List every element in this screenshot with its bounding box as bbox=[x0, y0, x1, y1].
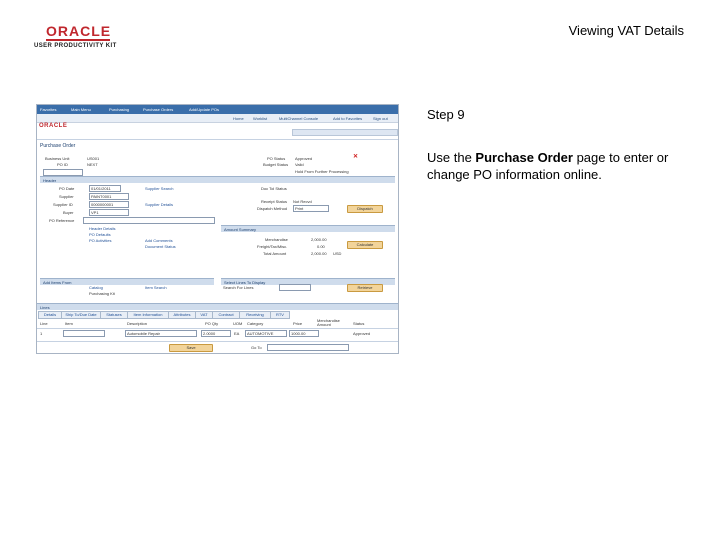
row-item-field[interactable] bbox=[63, 330, 105, 337]
goto-select[interactable] bbox=[267, 344, 349, 351]
doc-tol-status: Doc Tol Status bbox=[261, 186, 287, 191]
total-amount-label: Total Amount bbox=[263, 251, 287, 256]
po-activities-link[interactable]: PO Activities bbox=[89, 238, 112, 243]
component-title: Purchase Order bbox=[40, 143, 76, 149]
row-divider bbox=[37, 328, 398, 329]
row-category: AUTOMOTIVE bbox=[247, 331, 274, 336]
nav-purchase-orders[interactable]: Purchase Orders bbox=[143, 107, 174, 112]
add-items-bar[interactable] bbox=[40, 278, 214, 285]
col-status: Status bbox=[353, 321, 365, 326]
amount-summary-label: Amount Summary bbox=[224, 227, 257, 232]
logo-subtitle: USER PRODUCTIVITY KIT bbox=[34, 43, 117, 49]
item-search-link[interactable]: Item Search bbox=[145, 285, 167, 290]
merchandise-label: Merchandise bbox=[265, 237, 288, 242]
supplier-details-link[interactable]: Supplier Details bbox=[145, 202, 174, 207]
add-comments-link[interactable]: Add Comments bbox=[145, 238, 173, 243]
budget-status-label: Budget Status bbox=[263, 162, 289, 167]
budget-status-value: Valid bbox=[295, 162, 304, 167]
tab-rtv[interactable]: RTV bbox=[270, 311, 290, 319]
delete-icon[interactable]: ✕ bbox=[353, 154, 359, 160]
purchasing-kit-label[interactable]: Purchasing Kit bbox=[89, 291, 115, 296]
po-id-value: NEXT bbox=[87, 162, 98, 167]
page-toolbar bbox=[292, 129, 398, 136]
document-status-link[interactable]: Document Status bbox=[145, 244, 176, 249]
freight-value: 0.00 bbox=[317, 244, 325, 249]
application-screenshot bbox=[36, 104, 399, 354]
buyer-value: VP1 bbox=[91, 210, 99, 215]
tab-receiving[interactable]: Receiving bbox=[239, 311, 271, 319]
save-button[interactable]: Save bbox=[169, 344, 213, 352]
catalog-link[interactable]: Catalog bbox=[89, 285, 103, 290]
currency-code: USD bbox=[333, 251, 342, 256]
col-description: Description bbox=[127, 321, 148, 326]
subnav-worklist[interactable]: Worklist bbox=[253, 116, 268, 121]
receipt-status-value: Not Recvd bbox=[293, 199, 312, 204]
tab-item-information[interactable]: Item Information bbox=[127, 311, 169, 319]
tab-attributes[interactable]: Attributes bbox=[168, 311, 196, 319]
dispatch-method-label: Dispatch Method bbox=[257, 206, 288, 211]
buyer-label: Buyer bbox=[63, 210, 74, 215]
subnav-home[interactable]: Home bbox=[233, 116, 244, 121]
header-section-bar[interactable] bbox=[40, 176, 395, 183]
merchandise-value: 2,000.00 bbox=[311, 237, 327, 242]
col-category: Category bbox=[247, 321, 264, 326]
col-price: Price bbox=[293, 321, 303, 326]
subnav-signout[interactable]: Sign out bbox=[373, 116, 388, 121]
app-oracle-logo: ORACLE bbox=[39, 123, 68, 129]
search-for-lines-label: Search For Lines bbox=[223, 285, 254, 290]
po-date-label: PO Date bbox=[59, 186, 75, 191]
step-label: Step 9 bbox=[427, 107, 465, 122]
step-text-suffix: page to enter or change PO information online. bbox=[427, 150, 669, 182]
oracle-upk-logo bbox=[34, 24, 124, 49]
total-amount-value: 2,000.00 bbox=[311, 251, 327, 256]
logo-wordmark: ORACLE bbox=[46, 23, 112, 39]
supplier-label: Supplier bbox=[59, 194, 74, 199]
step-text-bold: Purchase Order bbox=[475, 150, 573, 165]
po-status-value: Approved bbox=[295, 156, 313, 161]
po-reference-label: PO Reference bbox=[49, 218, 75, 223]
nav-favorites[interactable]: Favorites bbox=[40, 107, 57, 112]
supplier-value: PAINT0001 bbox=[91, 194, 112, 199]
freight-label: Freight/Tax/Misc. bbox=[257, 244, 288, 249]
business-unit-value: US001 bbox=[87, 156, 100, 161]
hold-checkbox-label[interactable]: Hold From Further Processing bbox=[295, 169, 349, 174]
col-uom: UOM bbox=[233, 321, 243, 326]
header-section-label: Header bbox=[43, 178, 57, 183]
supplier-id-label: Supplier ID bbox=[53, 202, 73, 207]
supplier-id-value: 0000000001 bbox=[91, 202, 114, 207]
row-status: Approved bbox=[353, 331, 371, 336]
tab-statuses[interactable]: Statuses bbox=[100, 311, 128, 319]
subnav-favorites[interactable]: Add to Favorites bbox=[333, 116, 363, 121]
nav-purchasing[interactable]: Purchasing bbox=[109, 107, 130, 112]
col-line: Line bbox=[40, 321, 48, 326]
po-id-label: PO ID bbox=[57, 162, 68, 167]
step-text-prefix: Use the bbox=[427, 150, 476, 165]
col-merchandise-amount: Merchandise Amount bbox=[317, 318, 340, 327]
tab-vat[interactable]: VAT bbox=[195, 311, 213, 319]
col-item: Item bbox=[65, 321, 73, 326]
row-qty: 2.0000 bbox=[203, 331, 216, 336]
select-lines-label: Select Lines To Display bbox=[224, 280, 266, 285]
divider bbox=[37, 139, 398, 140]
row-uom: EA bbox=[234, 331, 240, 336]
lines-section-bar[interactable] bbox=[37, 303, 398, 310]
dispatch-button[interactable]: Dispatch bbox=[347, 205, 383, 213]
top-navigation-bar bbox=[37, 105, 398, 114]
business-unit-label: Business Unit bbox=[45, 156, 70, 161]
secondary-navigation bbox=[37, 114, 398, 123]
tab-details[interactable]: Details bbox=[38, 311, 62, 319]
header-details-link[interactable]: Header Details bbox=[89, 226, 116, 231]
receipt-status-label: Receipt Status bbox=[261, 199, 288, 204]
col-po-qty: PO Qty bbox=[205, 321, 219, 326]
po-date-value: 01/01/2011 bbox=[91, 186, 111, 191]
step-description bbox=[427, 149, 697, 183]
row-price: 1000.00 bbox=[291, 331, 306, 336]
calculate-button[interactable]: Calculate bbox=[347, 241, 383, 249]
search-lines-field[interactable] bbox=[279, 284, 311, 291]
supplier-search-link[interactable]: Supplier Search bbox=[145, 186, 174, 191]
lines-label: Lines bbox=[40, 305, 50, 310]
nav-add-update-pos[interactable]: Add/Update POs bbox=[189, 107, 220, 112]
po-reference-field[interactable] bbox=[83, 217, 215, 224]
row-description: Automobile Repair bbox=[127, 331, 160, 336]
row-line-number: 1 bbox=[40, 331, 43, 336]
po-status-label: PO Status bbox=[267, 156, 286, 161]
tab-ship-to[interactable]: Ship To/Due Date bbox=[61, 311, 101, 319]
goto-label: Go To bbox=[251, 345, 262, 350]
po-defaults-link[interactable]: PO Defaults bbox=[89, 232, 111, 237]
dispatch-method-value: Print bbox=[295, 206, 304, 211]
footer-divider bbox=[37, 341, 398, 342]
page-title: Viewing VAT Details bbox=[568, 23, 684, 38]
tab-contract[interactable]: Contract bbox=[212, 311, 240, 319]
retrieve-button[interactable]: Retrieve bbox=[347, 284, 383, 292]
nav-main-menu[interactable]: Main Menu bbox=[71, 107, 91, 112]
add-items-label: Add Items From bbox=[43, 280, 72, 285]
logo-rule bbox=[46, 39, 110, 41]
action-select[interactable] bbox=[43, 169, 83, 176]
amount-summary-bar[interactable] bbox=[221, 225, 395, 232]
subnav-multichannel[interactable]: MultiChannel Console bbox=[279, 116, 319, 121]
